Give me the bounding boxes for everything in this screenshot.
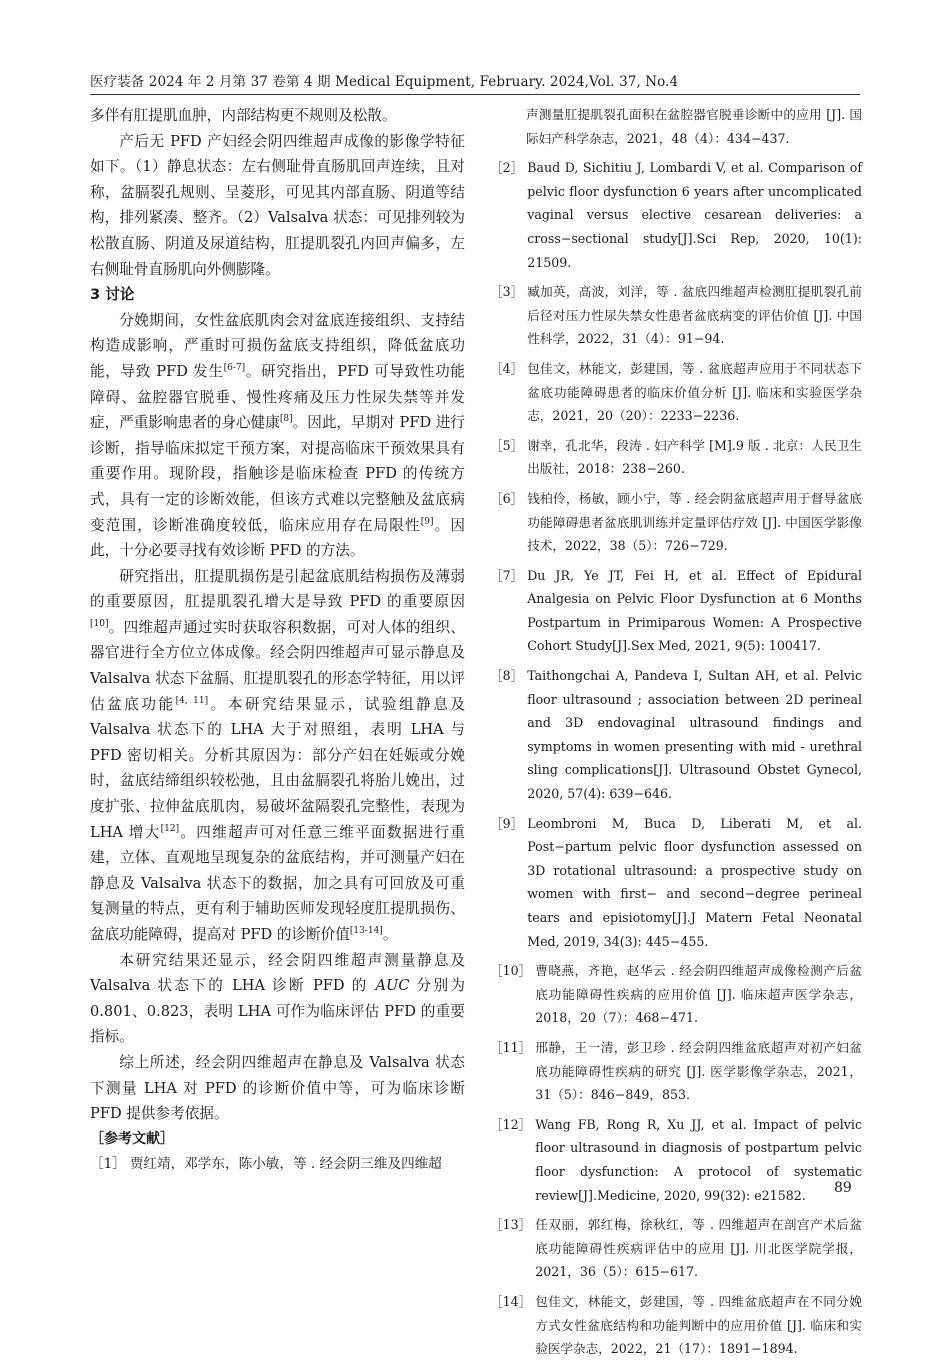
reference-text: Leombroni M, Buca D, Liberati M, et al. Post−partum pelvic floor dysfunction assessed on 3D rotational ultrasound: a prospective study on women with first− and second−degree perineal tears and episiotomy[J].J Matern Fetal Neonatal Med, 2019, 34(3): 445−455.	[527, 815, 862, 949]
reference-text: Taithongchai A, Pandeva I, Sultan AH, et al. Pelvic floor ultrasound ; association between 2D perineal and 3D endovaginal ultrasound findings and symptoms in women presenting with mid - urethral sling complications[J]. Ultrasound Obstet Gynecol, 2020, 57(4): 639−646.	[527, 668, 862, 802]
reference-number: ［1］	[90, 1156, 126, 1173]
text-run: 。研究指出，PFD 可导致性功能障碍、盆腔器官脱垂、慢性疼痛及压力性尿失禁等并发症，严重影响患者的身心健康	[90, 362, 465, 432]
reference-text: 钱柏伶，杨敏，顾小宁，等 . 经会阴盆底超声用于督导盆底功能障碍患者盆底肌训练并定量评估疗效 [J]. 中国医学影像技术，2022，38（5）：726−729.	[527, 490, 862, 554]
paragraph-imaging-features: 产后无 PFD 产妇经会阴四维超声成像的影像学特征如下。（1）静息状态：左右侧耻骨直肠肌回声连续，且对称，盆膈裂孔规则、呈菱形，可见其内部直肠、阴道等结构，排列紧凑、整齐。（2）Valsalva 状态：可见排列较为松散直肠、阴道及尿道结构，肛提肌裂孔内回声偏多，左右侧耻骨直肠肌向外侧膨隆。	[90, 132, 465, 278]
citation: [9]	[420, 516, 434, 527]
paragraph-discussion-2	[90, 564, 465, 948]
page-number: 89	[834, 1180, 852, 1196]
reference-text: 邢静，王一清，彭卫珍 . 经会阴四维盆底超声对初产妇盆底功能障碍性疾病的研究 [J]. 医学影像学杂志，2021，31（5）：846−849，853.	[535, 1039, 862, 1103]
reference-item	[490, 664, 862, 806]
reference-item	[490, 487, 862, 558]
reference-number: ［3］	[490, 284, 524, 300]
reference-item	[490, 959, 862, 1030]
text-run: 研究指出，肛提肌损伤是引起盆底肌结构损伤及薄弱的重要原因，肛提肌裂孔增大是导致 PFD 的重要原因	[90, 567, 465, 611]
section-heading-discussion: 3 讨论	[90, 286, 135, 304]
paragraph-discussion-1	[90, 308, 465, 564]
reference-item	[490, 1213, 862, 1284]
paragraph-discussion-3	[90, 948, 465, 1050]
citation: [8]	[279, 414, 293, 425]
citation: [6-7]	[223, 363, 246, 374]
references-heading: ［参考文献］	[90, 1130, 174, 1147]
reference-number: ［6］	[490, 490, 524, 506]
reference-text: Wang FB, Rong R, Xu JJ, et al. Impact of pelvic floor ultrasound in diagnosis of postpartum pelvic floor dysfunction: A protocol of systematic review[J].Medicine, 2020, 99(32): e21582.	[535, 1116, 862, 1203]
reference-text: 包佳文，林能文，彭建国，等 . 四维盆底超声在不同分娩方式女性盆底结构和功能判断中的应用价值 [J]. 临床和实验医学杂志，2022，21（17）：1891−1894.	[535, 1293, 862, 1357]
text-run: 本研究结果还显示，经会阴四维超声测量静息及 Valsalva 状态下的 LHA 诊断 PFD 的	[90, 951, 465, 995]
auc-term: AUC	[375, 977, 410, 995]
reference-item	[490, 156, 862, 274]
reference-text: 臧加英，高波，刘洋，等 . 盆底四维超声检测肛提肌裂孔前后径对压力性尿失禁女性患者盆底病变的评估价值 [J]. 中国性科学，2022，31（4）：91−94.	[527, 284, 862, 347]
reference-item-1	[90, 1152, 465, 1176]
reference-item	[490, 357, 862, 428]
reference-text: 任双丽，郭红梅，徐秋红，等 . 四维超声在剖宫产术后盆底功能障碍性疾病评估中的应用 [J]. 川北医学院学报，2021，36（5）：615−617.	[535, 1217, 862, 1280]
paragraph-conclusion: 综上所述，经会阴四维超声在静息及 Valsalva 状态下测量 LHA 对 PFD 的诊断价值中等，可为临床诊断 PFD 提供参考依据。	[90, 1053, 465, 1123]
text-run: 。本研究结果显示，试验组静息及 Valsalva 状态下的 LHA 大于对照组，表明 LHA 与 PFD 密切相关。分析其原因为：部分产妇在妊娠或分娩时，盆底结缔组织较松弛，且由盆膈裂孔将胎儿娩出，过度扩张、拉伸盆底肌肉，易破坏盆隔裂孔完整性，表现为 LHA 增大	[90, 695, 465, 841]
header-rule	[90, 94, 860, 95]
text-run: 。因此，早期对 PFD 进行诊断，指导临床拟定干预方案，对提高临床干预效果具有重要作用。现阶段，指触诊是临床检查 PFD 的传统方式，具有一定的诊断效能，但该方式难以完整触及盆底病变范围，诊断准确度较低，临床应用存在局限性	[90, 414, 465, 534]
text-run: 。	[382, 926, 398, 943]
citation: [10]	[90, 619, 109, 630]
text-run: 。因此，十分必要寻找有效诊断 PFD 的方法。	[90, 516, 465, 560]
reference-number: ［14］	[490, 1293, 532, 1309]
right-column	[490, 103, 862, 1367]
reference-item	[490, 564, 862, 658]
reference-text: Du JR, Ye JT, Fei H, et al. Effect of Epidural Analgesia on Pelvic Floor Dysfunction at 6 Months Postpartum in Primiparous Women: A Prospective Cohort Study[J].Sex Med, 2021, 9(5): 100417.	[527, 567, 862, 654]
reference-number: ［9］	[490, 815, 524, 831]
reference-item-1-continued: 声测量肛提肌裂孔面积在盆腔器官脱垂诊断中的应用 [J]. 国际妇产科学杂志，2021，48（4）：434−437.	[526, 107, 862, 146]
left-column	[90, 103, 465, 1182]
reference-text: Baud D, Sichitiu J, Lombardi V, et al. Comparison of pelvic floor dysfunction 6 years after uncomplicated vaginal versus elective cesarean deliveries: a cross−sectional study[J].Sci Rep, 2020, 10(1): 21509.	[527, 160, 862, 270]
reference-number: ［13］	[490, 1217, 532, 1233]
text-run: 分别为 0.801、0.823，表明 LHA 可作为临床评估 PFD 的重要指标。	[90, 977, 466, 1046]
reference-number: ［11］	[490, 1039, 532, 1055]
text-run: 。四维超声通过实时获取容积数据，可对人体的组织、器官进行全方位立体成像。经会阴四维超声可显示静息及 Valsalva 状态下盆膈、肛提肌裂孔的形态学特征，用以评估盆底功能	[90, 618, 465, 713]
reference-text: 贾红靖，邓学东，陈小敏，等 . 经会阴三维及四维超	[129, 1156, 442, 1173]
reference-number: ［5］	[490, 437, 524, 453]
paragraph-continued: 多伴有肛提肌血肿，内部结构更不规则及松散。	[90, 107, 397, 124]
reference-number: ［12］	[490, 1116, 532, 1132]
reference-number: ［10］	[490, 963, 532, 979]
text-run: 分娩期间，女性盆底肌肉会对盆底连接组织、支持结构造成影响，严重时可损伤盆底支持组织，降低盆底功能，导致 PFD 发生	[90, 311, 465, 380]
citation: [13-14]	[349, 926, 383, 937]
reference-item	[490, 434, 862, 481]
reference-text: 谢幸，孔北华，段涛 . 妇产科学 [M].9 版 . 北京：人民卫生出版社，2018：238−260.	[527, 437, 862, 477]
reference-number: ［2］	[490, 160, 524, 176]
citation: [4, 11]	[175, 695, 209, 706]
reference-item	[490, 1290, 862, 1361]
reference-item	[490, 280, 862, 351]
reference-text: 包佳文，林能文，彭建国，等 . 盆底超声应用于不同状态下盆底功能障碍患者的临床价值分析 [J]. 临床和实验医学杂志，2021，20（20）：2233−2236.	[527, 360, 862, 424]
reference-item	[490, 1036, 862, 1107]
running-head: 医疗装备 2024 年 2 月第 37 卷第 4 期 Medical Equipment, February. 2024,Vol. 37, No.4	[90, 74, 679, 90]
reference-text: 曹晓燕，齐艳，赵华云 . 经会阴四维超声成像检测产后盆底功能障碍性疾病的应用价值 [J]. 临床超声医学杂志，2018，20（7）：468−471.	[535, 963, 862, 1026]
reference-number: ［8］	[490, 668, 524, 684]
citation: [12]	[160, 823, 180, 834]
text-run: 。四维超声可对任意三维平面数据进行重建，立体、直观地呈现复杂的盆底结构，并可测量产妇在静息及 Valsalva 状态下的数据，加之具有可回放及可重复测量的特点，更有利于辅助医师发现轻度肛提肌损伤、盆底功能障碍，提高对 PFD 的诊断价值	[90, 823, 465, 943]
reference-item	[490, 812, 862, 954]
reference-item	[490, 1113, 862, 1207]
reference-number: ［7］	[490, 567, 524, 583]
reference-number: ［4］	[490, 360, 524, 376]
